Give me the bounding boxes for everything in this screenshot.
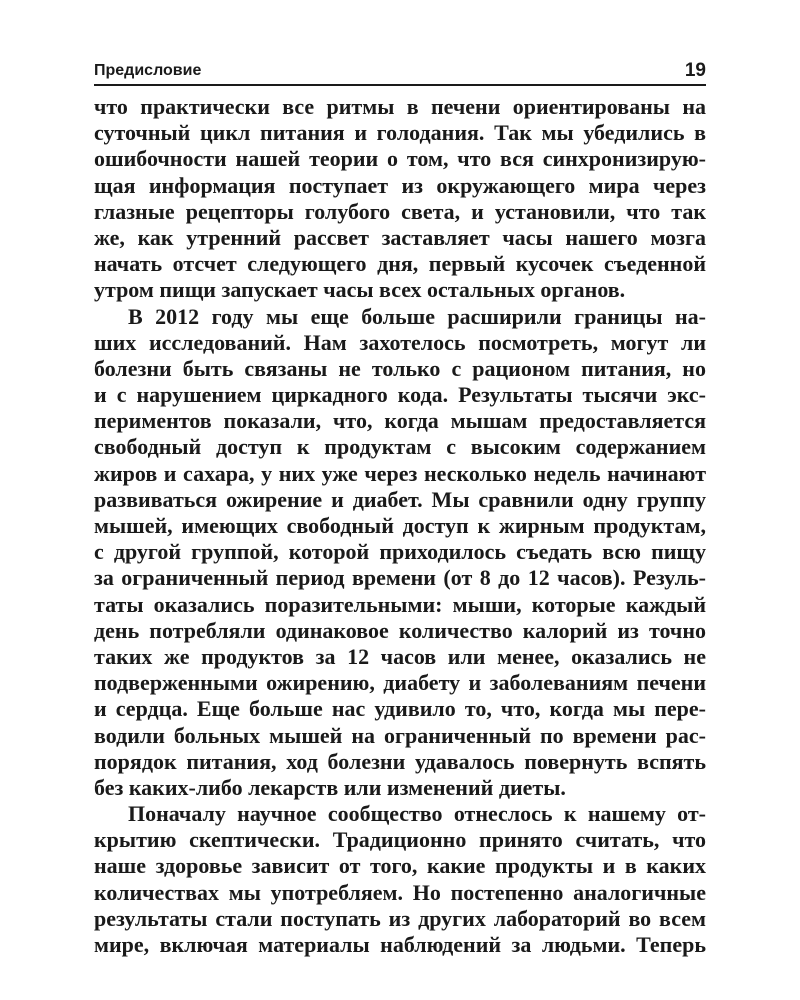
text-line: свободный доступ к продуктам с высоким содержанием: [94, 434, 706, 460]
section-title: Предисловие: [94, 62, 202, 79]
text-line: что практически все ритмы в печени ориентированы на: [94, 94, 706, 119]
text-line: количествах мы употребляем. Но постепенно аналогичные: [94, 879, 706, 905]
text-line: суточный цикл питания и голодания. Так мы убедились в: [94, 120, 706, 146]
text-line: с другой группой, которой приходилось съедать всю пищу: [94, 539, 706, 565]
text-line: мире, включая материалы наблюдений за людьми. Теперь: [94, 932, 706, 957]
text-line: периментов показали, что, когда мышам предоставляется: [94, 408, 706, 434]
text-line: глазные рецепторы голубого света, и установили, что так: [94, 198, 706, 224]
text-line: таких же продуктов за 12 часов или менее, оказались не: [94, 643, 706, 669]
text-line: развиваться ожирение и диабет. Мы сравнили одну группу: [94, 486, 706, 512]
text-line: наше здоровье зависит от того, какие продукты и в каких: [94, 853, 706, 879]
text-line: за ограниченный период времени (от 8 до 12 часов). Резуль-: [94, 565, 706, 591]
text-line: болезни быть связаны не только с рационом питания, но: [94, 355, 706, 381]
text-line: таты оказались поразительными: мыши, которые каждый: [94, 591, 706, 617]
text-line: подверженными ожирению, диабету и заболеваниям печени: [94, 670, 706, 696]
text-line: мышей, имеющих свободный доступ к жирным продуктам,: [94, 513, 706, 538]
text-line: водили больных мышей на ограниченный по времени рас-: [94, 722, 706, 748]
text-line: В 2012 году мы еще больше расширили границы на-: [128, 303, 706, 329]
text-line: день потребляли одинаковое количество калорий из точно: [94, 617, 706, 643]
text-line: ошибочности нашей теории о том, что вся синхронизирую-: [94, 146, 706, 172]
text-line: и сердца. Еще больше нас удивило то, что, когда мы пере-: [94, 696, 706, 722]
text-line: и с нарушением циркадного кода. Результаты тысячи экс-: [94, 382, 706, 408]
text-line: крытию скептически. Традиционно принято считать, что: [94, 827, 706, 853]
paragraph: [94, 304, 706, 802]
page-number: 19: [684, 60, 706, 81]
text-line: без каких-либо лекарств или изменений диеты.: [94, 774, 566, 800]
text-line: начать отсчет следующего дня, первый кусочек съеденной: [94, 251, 706, 277]
text-line: ших исследований. Нам захотелось посмотреть, могут ли: [94, 329, 706, 355]
paragraph: [94, 801, 706, 958]
header-rule: [94, 84, 706, 86]
text-line: же, как утренний рассвет заставляет часы нашего мозга: [94, 224, 706, 250]
text-line: щая информация поступает из окружающего мира через: [94, 172, 706, 198]
text-line: жиров и сахара, у них уже через несколько недель начинают: [94, 460, 706, 486]
running-head: [94, 58, 706, 84]
text-line: результаты стали поступать из других лабораторий во всем: [94, 905, 706, 931]
text-line: Поначалу научное сообщество отнеслось к нашему от-: [128, 801, 706, 827]
text-line: утром пищи запускает часы всех остальных органов.: [94, 277, 626, 303]
body-text: [94, 94, 706, 958]
paragraph: [94, 94, 706, 304]
text-line: порядок питания, ход болезни удавалось повернуть вспять: [94, 748, 706, 774]
